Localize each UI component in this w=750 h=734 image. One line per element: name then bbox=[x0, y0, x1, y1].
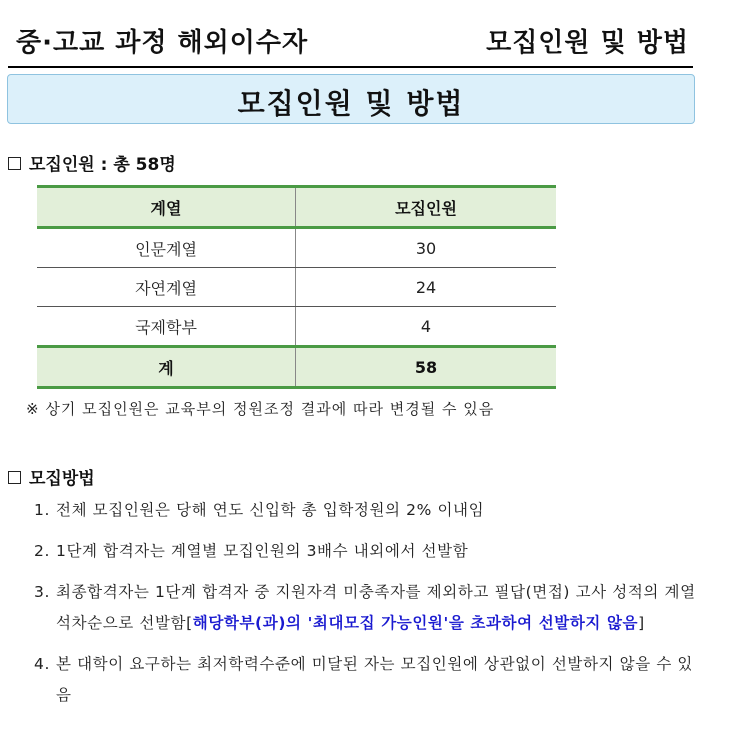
checkbox-icon bbox=[8, 471, 21, 484]
total-value: 58 bbox=[296, 347, 557, 388]
list-item bbox=[34, 495, 704, 526]
quota-note: ※ 상기 모집인원은 교육부의 정원조정 결과에 따라 변경될 수 있음 bbox=[26, 400, 495, 418]
method-heading bbox=[8, 464, 95, 489]
item-number: 1. bbox=[34, 501, 50, 519]
table-row bbox=[37, 228, 556, 268]
quota-heading-text: 모집인원 : 총 58명 bbox=[29, 155, 176, 175]
table-cell: 4 bbox=[296, 307, 557, 347]
list-item bbox=[34, 577, 704, 639]
banner-title: 모집인원 및 방법 bbox=[237, 87, 465, 120]
item-text: 전체 모집인원은 당해 연도 신입학 총 입학정원의 2% 이내임 bbox=[56, 501, 485, 519]
table-cell: 24 bbox=[296, 268, 557, 307]
table-cell: 인문계열 bbox=[37, 228, 296, 268]
table-row bbox=[37, 268, 556, 307]
table-cell: 자연계열 bbox=[37, 268, 296, 307]
column-header: 모집인원 bbox=[296, 187, 557, 228]
document-header bbox=[8, 18, 693, 68]
section-banner bbox=[7, 74, 695, 124]
quota-heading bbox=[8, 150, 176, 175]
total-label: 계 bbox=[37, 347, 296, 388]
item-number: 3. bbox=[34, 583, 50, 601]
quota-table bbox=[37, 185, 556, 389]
item-highlight: 해당학부(과)의 '최대모집 가능인원'을 초과하여 선발하지 않음 bbox=[192, 614, 639, 632]
item-number: 2. bbox=[34, 542, 50, 560]
table-total-row bbox=[37, 347, 556, 388]
header-left-title: 중·고교 과정 해외이수자 bbox=[16, 28, 309, 58]
header-right-title: 모집인원 및 방법 bbox=[486, 28, 689, 58]
method-list bbox=[34, 495, 704, 721]
table-cell: 국제학부 bbox=[37, 307, 296, 347]
table-row bbox=[37, 307, 556, 347]
table-cell: 30 bbox=[296, 228, 557, 268]
item-text: 최종합격자는 1단계 합격자 중 지원자격 미충족자를 제외하고 필답(면접) 고사 성적의 계열석차순으로 선발함[ bbox=[56, 583, 696, 632]
checkbox-icon bbox=[8, 157, 21, 170]
list-item bbox=[34, 536, 704, 567]
column-header: 계열 bbox=[37, 187, 296, 228]
method-heading-text: 모집방법 bbox=[29, 469, 95, 489]
item-number: 4. bbox=[34, 655, 50, 673]
item-suffix: ] bbox=[638, 614, 645, 632]
item-text: 1단계 합격자는 계열별 모집인원의 3배수 내외에서 선발함 bbox=[56, 542, 469, 560]
item-text: 본 대학이 요구하는 최저학력수준에 미달된 자는 모집인원에 상관없이 선발하지 않을 수 있음 bbox=[56, 655, 693, 704]
list-item bbox=[34, 649, 704, 711]
table-header-row bbox=[37, 187, 556, 228]
